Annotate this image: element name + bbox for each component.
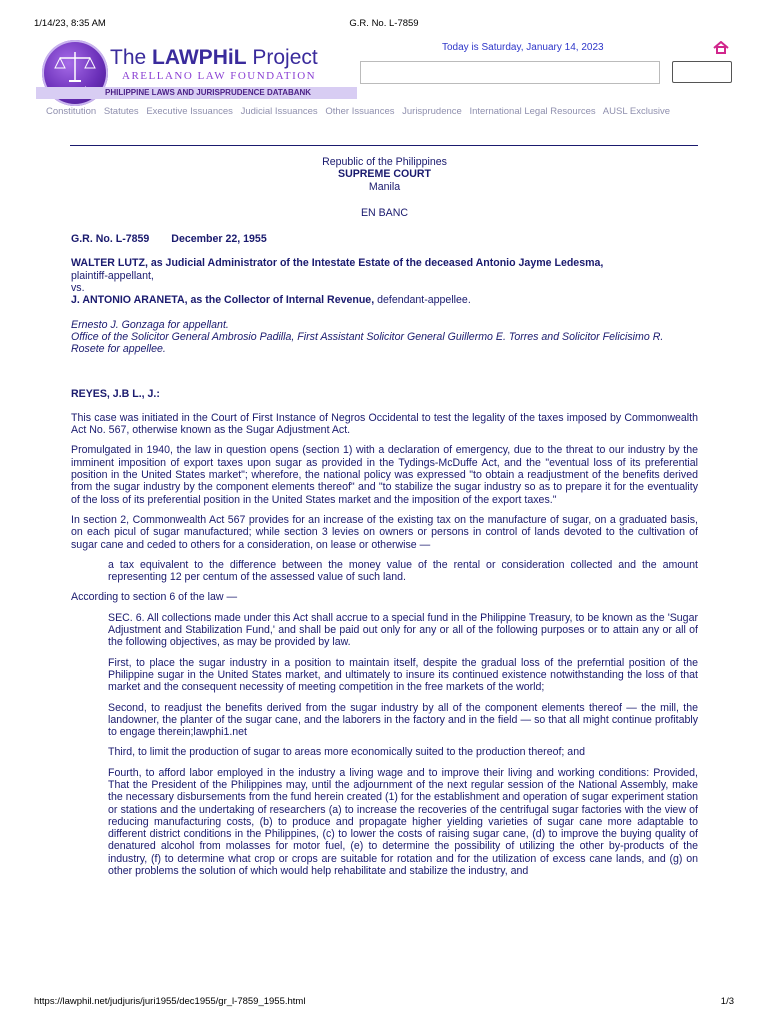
search-button[interactable] bbox=[672, 61, 732, 83]
decision-body bbox=[71, 156, 698, 877]
print-datetime: 1/14/23, 8:35 AM bbox=[34, 18, 106, 29]
quoted-paragraph: First, to place the sugar industry in a position to maintain itself, despite the gradual loss of the preferntial position of the Philippine sugar in the United States market, and ultimately to insure its continued existence notwithstanding the loss of that market and the consequent necessity of meeting competition in the free markets of the world; bbox=[108, 656, 698, 694]
nav-executive-issuances[interactable]: Executive Issuances bbox=[146, 106, 233, 117]
brand-name: LAWPHiL bbox=[152, 46, 247, 69]
main-nav bbox=[46, 106, 675, 117]
today-date: Today is Saturday, January 14, 2023 bbox=[442, 42, 604, 53]
court-name: SUPREME COURT bbox=[338, 168, 431, 181]
page-url: https://lawphil.net/judjuris/juri1955/dec1955/gr_l-7859_1955.html bbox=[34, 996, 306, 1007]
versus: vs. bbox=[71, 282, 85, 295]
petitioner: WALTER LUTZ, as Judicial Administrator of the Intestate Estate of the deceased Antonio Jayme Ledesma, bbox=[71, 257, 604, 270]
nav-jurisprudence[interactable]: Jurisprudence bbox=[402, 106, 462, 117]
nav-constitution[interactable]: Constitution bbox=[46, 106, 97, 117]
brand-prefix: The bbox=[110, 46, 153, 69]
respondent: J. ANTONIO ARANETA, as the Collector of Internal Revenue, bbox=[71, 294, 375, 307]
division: EN BANC bbox=[360, 206, 409, 219]
print-title: G.R. No. L-7859 bbox=[349, 18, 419, 29]
page-number: 1/3 bbox=[720, 996, 734, 1007]
respondent-line bbox=[71, 294, 698, 306]
nav-statutes[interactable]: Statutes bbox=[103, 106, 139, 117]
court-city: Manila bbox=[368, 180, 401, 193]
quoted-paragraph: SEC. 6. All collections made under this Act shall accrue to a special fund in the Philippine Treasury, to be known as the 'Sugar Adjustment and Stabilization Fund,' and shall be paid out only for any or all of the following purposes or to attain any or all of the following objectives, as may be provided by law. bbox=[108, 611, 698, 649]
quoted-paragraph: Third, to limit the production of sugar to areas more economically suited to the production thereof; and bbox=[108, 746, 585, 759]
nav-other-issuances[interactable]: Other Issuances bbox=[325, 106, 395, 117]
nav-ausl-exclusive[interactable]: AUSL Exclusive bbox=[602, 106, 671, 117]
ponente: REYES, J.B L., J.: bbox=[71, 387, 160, 400]
gr-number: G.R. No. L-7859 bbox=[71, 233, 150, 246]
decision-date: December 22, 1955 bbox=[171, 233, 267, 246]
brand-title bbox=[110, 46, 318, 70]
quoted-paragraph: Fourth, to afford labor employed in the industry a living wage and to improve their living and working conditions: Provided, That the President of the Philippines may, until the adjournment of the next regular session of the National Assembly, make the necessary disbursements from the fund herein created (1) for the establishment and operation of sugar experiment station or stations and the undertaking of researchers (a) to increase the recoveries of the centrifugal sugar factories with the view of reducing manufacturing costs, (b) to produce and propagate higher yielding varieties of sugar cane more adaptable to different district conditions in the Philippines, (c) to lower the costs of raising sugar cane, (d) to improve the buying quality of denatured alcohol from molasses for motor fuel, (e) to determine the possibility of utilizing the other by-products of the industry, (f) to determine what crop or crops are suitable for rotation and for the utilization of excess cane lands, and (g) on other problems the solution of which would help rehabilitate and stabilize the industry, and bbox=[108, 766, 698, 878]
tagline-strip bbox=[36, 87, 357, 99]
quoted-paragraph: a tax equivalent to the difference between the money value of the rental or consideration collected and the amount representing 12 per centum of the assessed value of such land. bbox=[108, 558, 698, 584]
nav-judicial-issuances[interactable]: Judicial Issuances bbox=[240, 106, 318, 117]
republic-line: Republic of the Philippines bbox=[322, 156, 447, 168]
paragraph: Promulgated in 1940, the law in question opens (section 1) with a declaration of emergency, due to the threat to our industry by the imminent imposition of export taxes upon sugar as provided in the Tydings-McDuffe Act, and the "eventual loss of its preferential position in the United States market"; wherefore, the national policy was expressed "to obtain a readjustment of the benefits derived from the sugar industry by the component elements thereof" and "to stabilize the sugar industry so as to prepare it for the eventuality of the loss of its preferential position in the United States market and the imposition of the export taxes." bbox=[71, 444, 698, 506]
foundation-name: ARELLANO LAW FOUNDATION bbox=[122, 70, 317, 82]
paragraph: In section 2, Commonwealth Act 567 provides for an increase of the existing tax on the manufacture of sugar, on a graduated basis, on each picul of sugar manufactured; while section 3 levies on owners or persons in control of lands devoted to the cultivation of sugar cane and ceded to others for a consideration, on lease or otherwise — bbox=[71, 513, 698, 551]
home-icon[interactable] bbox=[713, 41, 729, 54]
respondent-role: defendant-appellee. bbox=[374, 294, 471, 307]
print-footer bbox=[34, 996, 734, 1007]
counsel-appellee: Office of the Solicitor General Ambrosio Padilla, First Assistant Solicitor General Guillermo E. Torres and Solicitor Felicisimo R. Rosete for appellee. bbox=[71, 330, 664, 356]
tagline: PHILIPPINE LAWS AND JURISPRUDENCE DATABANK bbox=[105, 88, 312, 97]
header-divider bbox=[70, 145, 698, 146]
counsel-appellant: Ernesto J. Gonzaga for appellant. bbox=[71, 318, 229, 331]
quoted-paragraph: Second, to readjust the benefits derived from the sugar industry by all of the component elements thereof — the mill, the landowner, the planter of the sugar cane, and the laborers in the factory and in the field — so that all might continue profitably to engage therein;lawphi1.net bbox=[108, 701, 698, 739]
paragraph: According to section 6 of the law — bbox=[71, 591, 238, 604]
nav-international-legal-resources[interactable]: International Legal Resources bbox=[469, 106, 596, 117]
search-input[interactable] bbox=[360, 61, 660, 84]
case-number-line bbox=[71, 233, 698, 245]
petitioner-role: plaintiff-appellant, bbox=[71, 269, 154, 282]
paragraph: This case was initiated in the Court of First Instance of Negros Occidental to test the legality of the taxes imposed by Commonwealth Act No. 567, otherwise known as the Sugar Adjustment Act. bbox=[71, 411, 698, 437]
brand-suffix: Project bbox=[246, 46, 318, 69]
